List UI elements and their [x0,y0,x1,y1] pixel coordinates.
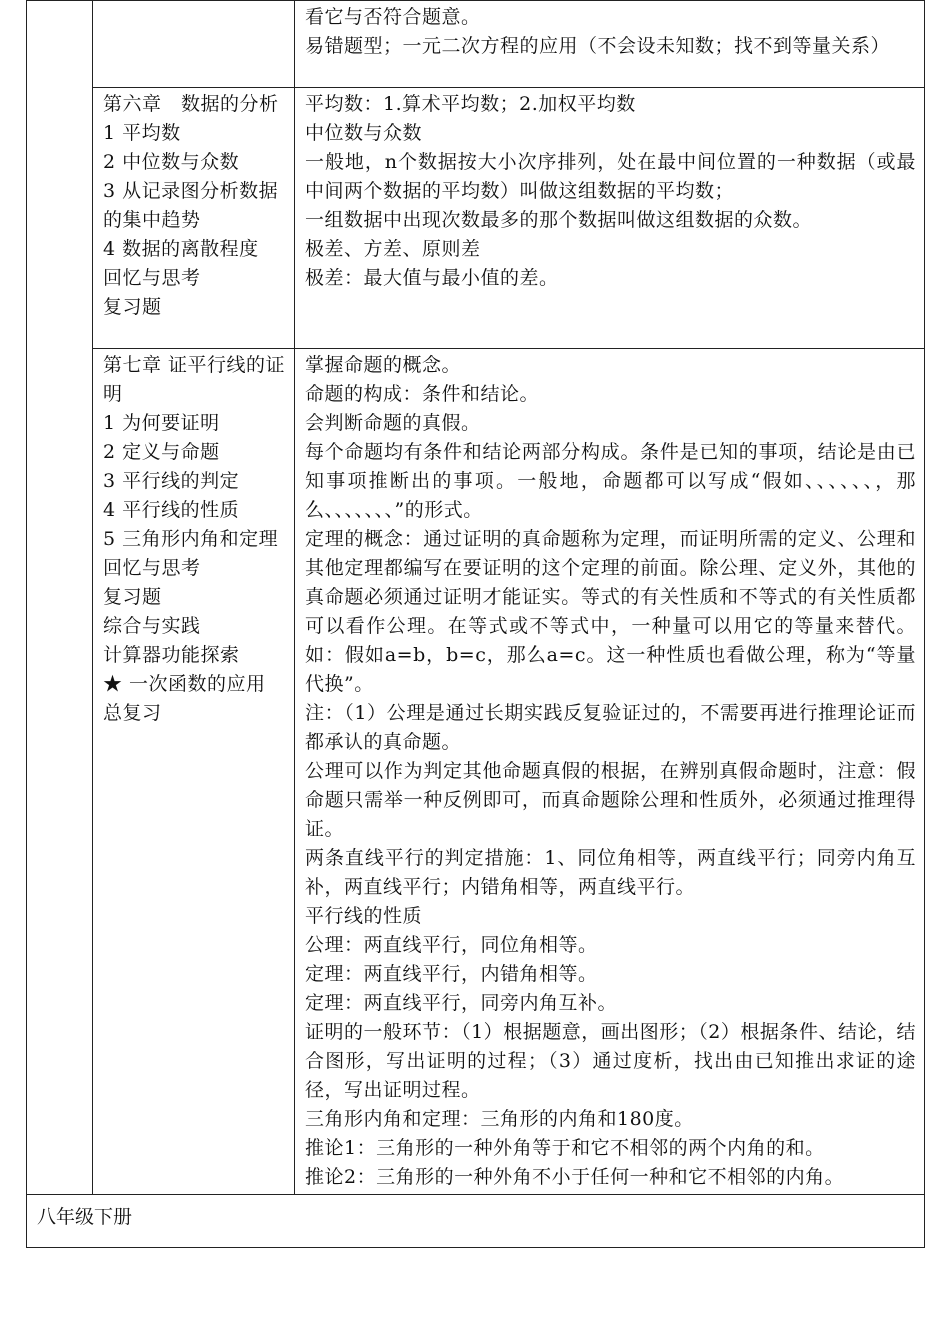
content-cell [295,1,925,88]
content-line: 一般地，n个数据按大小次序排列，处在最中间位置的一种数据（或最中间两个数据的平均数）叫做这组数据的平均数； [305,151,916,202]
content-line: 注：（1）公理是通过长期实践反复验证过的，不需要再进行推理论证而都承认的真命题。 [305,702,916,753]
section-item: 2 中位数与众数 [103,151,240,173]
content-line: 易错题型；一元二次方程的应用（不会设未知数；找不到等量关系） [305,35,891,57]
content-line: 极差：最大值与最小值的差。 [305,267,559,289]
chapter-cell [93,88,295,349]
grade-label: 八年级下册 [37,1206,133,1228]
content-line: 定理：两直线平行，同旁内角互补。 [305,992,618,1014]
content-cell [295,349,925,1195]
content-line: 掌握命题的概念。 [305,354,462,376]
section-item: 计算器功能探索 [103,644,240,666]
content-line: 中位数与众数 [305,122,423,144]
chapter-cell [93,349,295,1195]
chapter-title: 第七章 证平行线的证明 [103,354,286,405]
table-row [27,1,925,88]
chapter-title: 第六章 数据的分析 [103,93,279,115]
content-line: 两条直线平行的判定措施：1、同位角相等，两直线平行；同旁内角互补，两直线平行；内错角相等，两直线平行。 [305,847,916,898]
grade-section-header [27,1195,925,1248]
content-line: 每个命题均有条件和结论两部分构成。条件是已知的事项，结论是由已知事项推断出的事项。一般地，命题都可以写成“假如、、、、、、，那么、、、、、、、”的形式。 [305,441,916,521]
section-item: 回忆与思考 [103,267,201,289]
section-item: 综合与实践 [103,615,201,637]
content-line: 定理：两直线平行，内错角相等。 [305,963,598,985]
section-item: 3 从记录图分析数据的集中趋势 [103,180,279,231]
section-item: 复习题 [103,586,162,608]
content-line: 证明的一般环节：（1）根据题意，画出图形；（2）根据条件、结论，结合图形，写出证明的过程；（3）通过度析，找出由已知推出求证的途径，写出证明过程。 [305,1021,916,1101]
content-cell [295,88,925,349]
content-line: 平行线的性质 [305,905,423,927]
content-line: 公理可以作为判定其他命题真假的根据，在辨别真假命题时，注意：假命题只需举一种反例即可，而真命题除公理和性质外，必须通过推理得证。 [305,760,916,840]
table-row [27,1195,925,1248]
content-line: 看它与否符合题意。 [305,6,481,28]
table-row [27,349,925,1195]
section-item: 3 平行线的判定 [103,470,240,492]
content-line: 会判断命题的真假。 [305,412,481,434]
section-item: 1 平均数 [103,122,181,144]
content-line: 命题的构成：条件和结论。 [305,383,540,405]
content-line: 三角形内角和定理：三角形的内角和180度。 [305,1108,694,1130]
content-line: 一组数据中出现次数最多的那个数据叫做这组数据的众数。 [305,209,813,231]
section-item: 总复习 [103,702,162,724]
content-line: 定理的概念：通过证明的真命题称为定理，而证明所需的定义、公理和其他定理都编写在要证明的这个定理的前面。除公理、定义外，其他的真命题必须通过证明才能证实。等式的有关性质和不等式的有关性质都可以看作公理。在等式或不等式中，一种量可以用它的等量来替代。如：假如a=b，b=c，那么a=c。这一种性质也看做公理，称为“等量代换”。 [305,528,916,695]
grade-column-cell [27,1,93,1195]
content-line: 平均数：1.算术平均数；2.加权平均数 [305,93,636,115]
content-line: 推论1：三角形的一种外角等于和它不相邻的两个内角的和。 [305,1137,825,1159]
document-page [26,0,924,1248]
table-row [27,88,925,349]
section-item: 复习题 [103,296,162,318]
section-item: 2 定义与命题 [103,441,220,463]
section-item: 1 为何要证明 [103,412,220,434]
section-item: ★ 一次函数的应用 [103,673,266,695]
chapter-cell [93,1,295,88]
curriculum-table [26,0,925,1248]
content-line: 极差、方差、原则差 [305,238,481,260]
section-item: 5 三角形内角和定理 [103,528,279,550]
section-item: 4 平行线的性质 [103,499,240,521]
section-item: 4 数据的离散程度 [103,238,259,260]
content-line: 公理：两直线平行，同位角相等。 [305,934,598,956]
section-item: 回忆与思考 [103,557,201,579]
content-line: 推论2：三角形的一种外角不小于任何一种和它不相邻的内角。 [305,1166,845,1188]
